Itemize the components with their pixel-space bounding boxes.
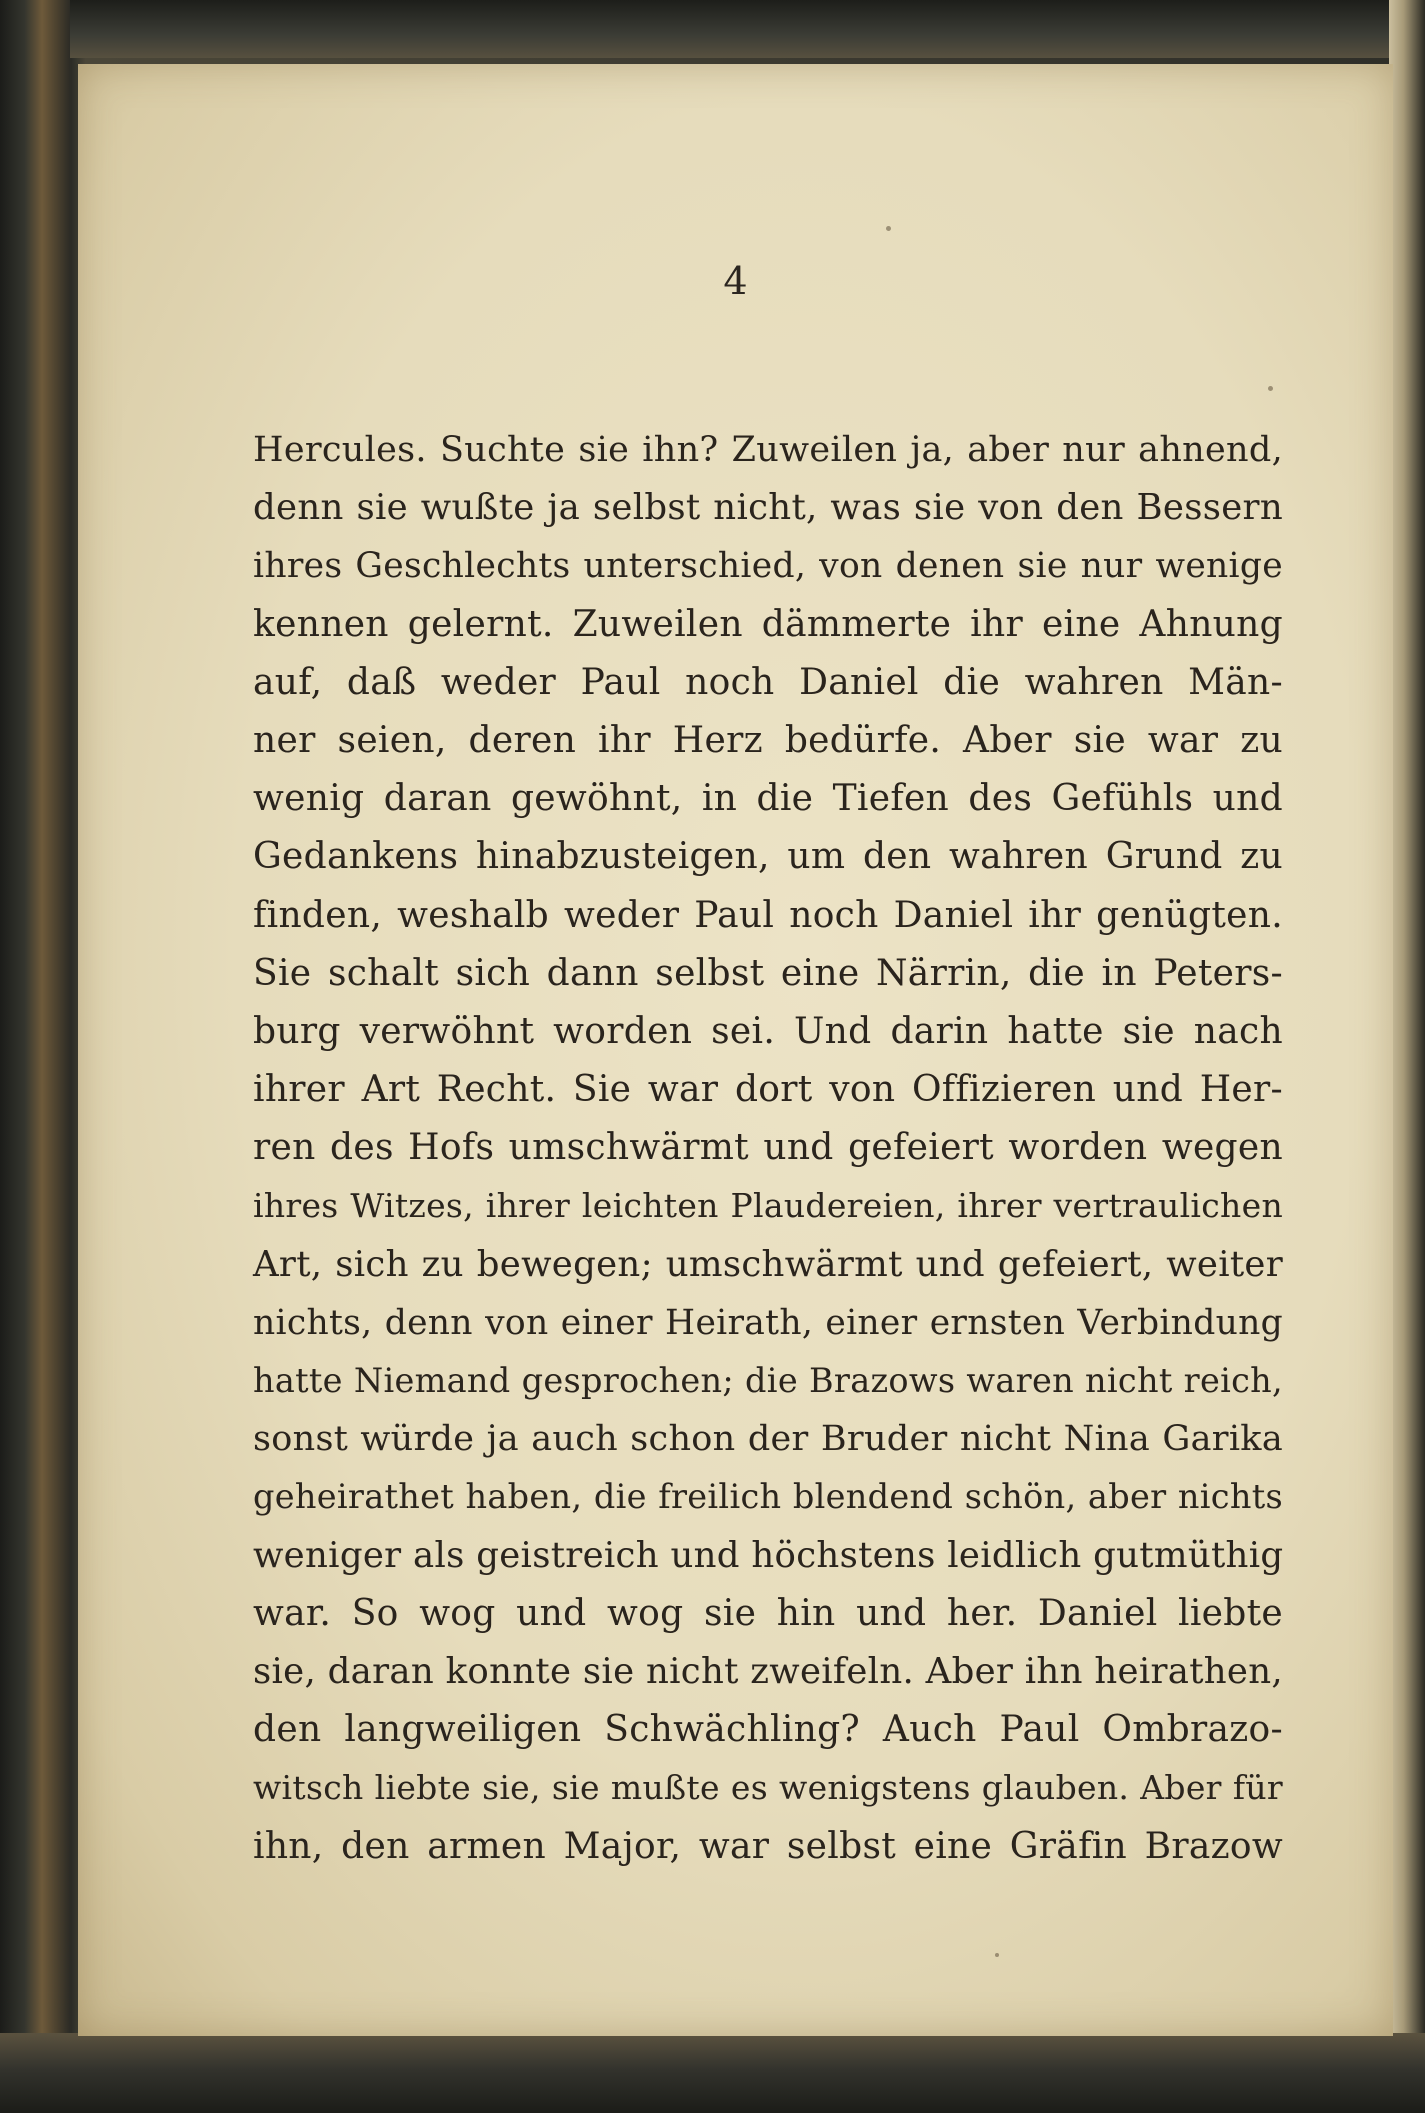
paper-speck — [995, 1953, 999, 1957]
paper-speck — [1268, 386, 1273, 391]
text-line-1: Hercules. Suchte sie ihn? Zuweilen ja, aber nur ahnend, — [253, 430, 1283, 470]
text-line-16: nichts, denn von einer Heirath, einer ernsten Verbindung — [253, 1302, 1283, 1343]
text-line-24: witsch liebte sie, sie mußte es wenigstens glauben. Aber für — [253, 1768, 1283, 1808]
text-line-15: Art, sich zu bewegen; umschwärmt und gefeiert, weiter — [253, 1243, 1283, 1285]
text-line-22: sie, daran konnte sie nicht zweifeln. Aber ihn heirathen, — [253, 1650, 1283, 1692]
text-line-5: auf, daß weder Paul noch Daniel die wahren Män- — [253, 661, 1283, 703]
text-line-21: war. So wog und wog sie hin und her. Daniel liebte — [253, 1592, 1283, 1634]
text-line-14: ihres Witzes, ihrer leichten Plaudereien, ihrer vertraulichen — [253, 1186, 1283, 1226]
text-line-12: ihrer Art Recht. Sie war dort von Offizieren und Her- — [253, 1069, 1283, 1111]
book-binding-bottom — [0, 2033, 1425, 2113]
text-line-13: ren des Hofs umschwärmt und gefeiert worden wegen — [253, 1127, 1283, 1169]
text-line-23: den langweiligen Schwächling? Auch Paul Ombrazo- — [253, 1709, 1283, 1751]
text-line-18: sonst würde ja auch schon der Bruder nicht Nina Garika — [253, 1419, 1283, 1460]
text-line-17: hatte Niemand gesprochen; die Brazows waren nicht reich, — [253, 1361, 1283, 1400]
page-number: 4 — [723, 259, 748, 303]
text-line-2: denn sie wußte ja selbst nicht, was sie von den Bessern — [253, 487, 1283, 529]
book-page — [78, 64, 1393, 2036]
text-line-6: ner seien, deren ihr Herz bedürfe. Aber sie war zu — [253, 719, 1283, 761]
text-line-25: ihn, den armen Major, war selbst eine Gräfin Brazow — [253, 1825, 1283, 1867]
book-binding-left — [0, 0, 70, 2113]
text-line-11: burg verwöhnt worden sei. Und darin hatte sie nach — [253, 1010, 1283, 1052]
text-line-20: weniger als geistreich und höchstens leidlich gutmüthig — [253, 1534, 1284, 1576]
text-line-8: Gedankens hinabzusteigen, um den wahren Grund zu — [253, 836, 1283, 878]
text-line-3: ihres Geschlechts unterschied, von denen sie nur wenige — [253, 546, 1283, 587]
text-line-9: finden, weshalb weder Paul noch Daniel ihr genügten. — [253, 894, 1283, 936]
text-line-10: Sie schalt sich dann selbst eine Närrin, die in Peters- — [253, 952, 1283, 994]
paper-speck — [886, 226, 891, 231]
book-binding-right — [1389, 0, 1425, 2113]
text-line-7: wenig daran gewöhnt, in die Tiefen des Gefühls und — [253, 778, 1283, 820]
text-line-19: geheirathet haben, die freilich blendend schön, aber nichts — [253, 1477, 1283, 1517]
body-text — [253, 421, 1283, 1876]
text-line-4: kennen gelernt. Zuweilen dämmerte ihr eine Ahnung — [253, 603, 1283, 645]
book-binding-top — [0, 0, 1425, 58]
